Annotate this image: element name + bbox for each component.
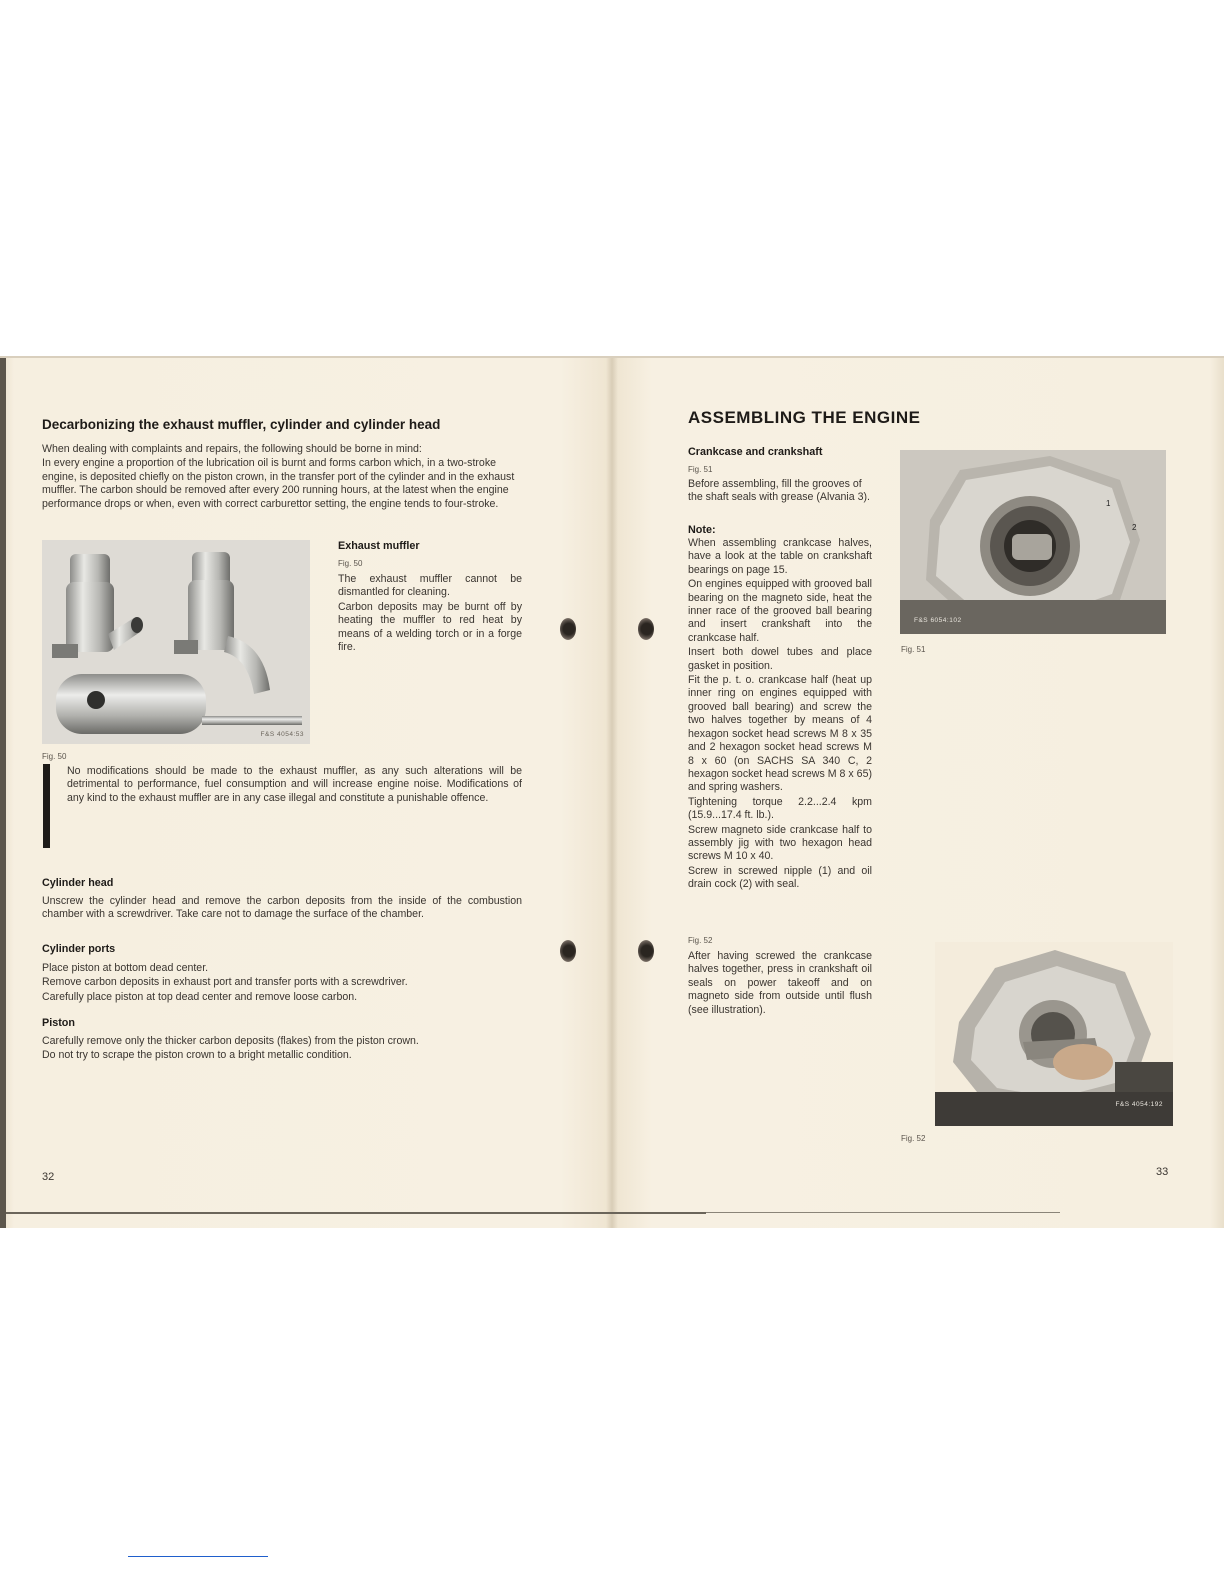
paragraph: On engines equipped with grooved ball bearing on the magneto side, heat the inner race of the grooved ball bearing and insert crankshaft into the crankcase half.: [688, 578, 872, 644]
paragraph: The exhaust muffler cannot be dismantled for cleaning.: [338, 573, 522, 599]
line: Remove carbon deposits in exhaust port and transfer ports with a screwdriver.: [42, 976, 408, 989]
line: Do not try to scrape the piston crown to a bright metallic condition.: [42, 1049, 352, 1062]
crankcase-illustration: [900, 450, 1166, 634]
page-bottom-edge: [706, 1212, 1060, 1213]
paragraph: Tightening torque 2.2...2.4 kpm (15.9...17.4 ft. lb.).: [688, 795, 872, 822]
intro-text: [42, 443, 522, 512]
binding-hole: [560, 618, 576, 640]
exhaust-muffler-text: [338, 573, 522, 655]
fig51-photo: [900, 450, 1166, 634]
warning-text: No modifications should be made to the exhaust muffler, as any such alterations will be detrimental to performance, fuel consumption and will increase engine noise. Modifications of any kind to the exhaust muffler are in any case illegal and constitute a punishable offence.: [67, 765, 522, 804]
photo-code: F&S 4054:192: [1115, 1101, 1163, 1108]
page-bottom-edge: [6, 1212, 706, 1214]
link-underline: [128, 1556, 268, 1557]
piston-text: [42, 1035, 522, 1064]
fig-ref: Fig. 52: [688, 936, 713, 945]
line: Place piston at bottom dead center.: [42, 962, 209, 974]
paragraph: Fit the p. t. o. crankcase half (heat up inner ring on engines equipped with grooved ball bearing) and screw the two halves together by means of 4 hexagon socket head screws M 8 x 35 and 2 hexagon socket head screws M 8 x 60 (on SACHS SA 340 C, 2 hexagon socket head screws M 8 x 65) and spring washers.: [688, 674, 872, 794]
paragraph: When assembling crankcase halves, have a look at the table on crankshaft bearings on page 15.: [688, 537, 872, 576]
fig-ref: Fig. 50: [338, 559, 363, 568]
fig50-photo: [42, 540, 310, 744]
subheading-piston: Piston: [42, 1017, 75, 1029]
subheading-crankcase: Crankcase and crankshaft: [688, 446, 823, 458]
binding-hole: [638, 618, 654, 640]
seal-press-illustration: [935, 942, 1173, 1126]
line: Carefully place piston at top dead center and remove loose carbon.: [42, 990, 358, 1003]
fig-caption: Fig. 51: [901, 645, 926, 654]
subheading-note: Note:: [688, 524, 716, 536]
section-title: Decarbonizing the exhaust muffler, cylinder and cylinder head: [42, 417, 441, 432]
cylinder-ports-text: [42, 962, 522, 1005]
photo-code: F&S 4054:53: [260, 731, 304, 738]
intro-paragraph: In every engine a proportion of the lubrication oil is burnt and forms carbon which, in a two-stroke engine, is deposited chiefly on the piston crown, in the transfer port of the cylinder and in the exhaust muffler. The carbon should be removed after every 200 running hours, at the latest when the engine performance drops or when, even with correct carburettor setting, the engine tends to four-stroke.: [42, 457, 515, 510]
binding-hole: [638, 940, 654, 962]
page-number: 32: [42, 1171, 55, 1183]
subheading-cylinder-ports: Cylinder ports: [42, 943, 116, 955]
page-title: ASSEMBLING THE ENGINE: [688, 408, 921, 427]
subheading-cylinder-head: Cylinder head: [42, 877, 114, 889]
fig52-text: After having screwed the crankcase halves together, press in crankshaft oil seals on power takeoff and on magneto side from outside until flush (see illustration).: [688, 950, 872, 1016]
intro-paragraph: When dealing with complaints and repairs, the following should be borne in mind:: [42, 443, 422, 455]
note-text: [688, 537, 872, 893]
page-edge: [0, 358, 6, 1228]
fig-caption: Fig. 52: [901, 1134, 926, 1143]
cylinder-head-text: Unscrew the cylinder head and remove the carbon deposits from the inside of the combustion chamber with a screwdriver. Take care not to damage the surface of the chamber.: [42, 895, 522, 921]
callout-1: 1: [1106, 499, 1111, 508]
line: Carefully remove only the thicker carbon deposits (flakes) from the piston crown.: [42, 1035, 419, 1047]
paragraph: Insert both dowel tubes and place gasket in position.: [688, 646, 872, 672]
book-spine: [606, 358, 618, 1228]
muffler-illustration: [42, 540, 310, 744]
page-number: 33: [1156, 1166, 1169, 1178]
warning-bar: [43, 764, 50, 848]
binding-hole: [560, 940, 576, 962]
fig-caption: Fig. 50: [42, 752, 67, 761]
paragraph: Screw in screwed nipple (1) and oil drain cock (2) with seal.: [688, 864, 872, 891]
book-spread: [0, 356, 1224, 1228]
paragraph: Screw magneto side crankcase half to assembly jig with two hexagon head screws M 10 x 40.: [688, 823, 872, 863]
fig-ref: Fig. 51: [688, 465, 713, 474]
subheading-exhaust-muffler: Exhaust muffler: [338, 540, 420, 552]
paragraph: Carbon deposits may be burnt off by heating the muffler to red heat by means of a welding torch or in a forge fire.: [338, 600, 522, 654]
crankcase-text: Before assembling, fill the grooves of the shaft seals with grease (Alvania 3).: [688, 478, 870, 504]
fig52-photo: [935, 942, 1173, 1126]
callout-2: 2: [1132, 523, 1137, 532]
photo-code: F&S 6054:102: [914, 617, 962, 624]
